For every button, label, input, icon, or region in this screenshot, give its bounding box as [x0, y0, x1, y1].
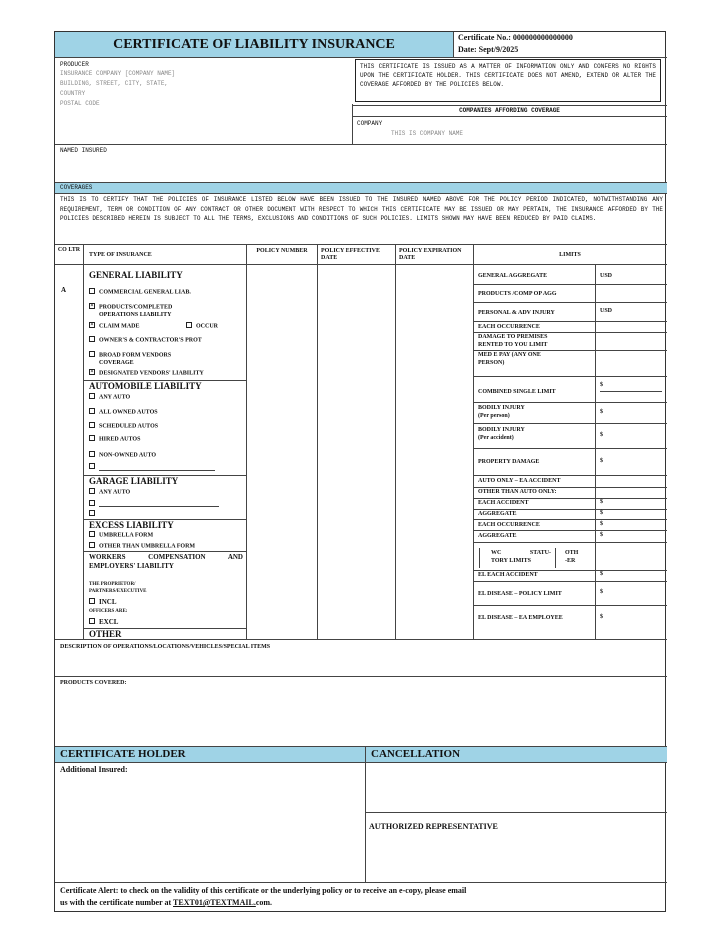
- other-umbrella-checkbox[interactable]: [89, 542, 95, 548]
- designated-checkbox[interactable]: ×: [90, 369, 94, 375]
- products-label-2: OPERATIONS LIABILITY: [99, 312, 172, 318]
- other-umbrella-label: OTHER THAN UMBRELLA FORM: [99, 543, 196, 550]
- general-liability-title: GENERAL LIABILITY: [89, 270, 183, 280]
- producer-line: INSURANCE COMPANY [COMPANY NAME]: [60, 70, 176, 77]
- any-auto-label: ANY AUTO: [99, 394, 131, 401]
- alert-line-2-post: com.: [255, 898, 273, 907]
- excess-liability-title: EXCESS LIABILITY: [89, 520, 174, 530]
- companies-header: COMPANIES AFFORDING COVERAGE: [459, 107, 560, 114]
- alert-line-2: [60, 898, 272, 907]
- auto-liability-title: AUTOMOBILE LIABILITY: [89, 381, 202, 391]
- col-type: TYPE OF INSURANCE: [89, 252, 152, 258]
- limit-gen-agg: GENERAL AGGREGATE: [478, 273, 548, 279]
- col-effective: POLICY EFFECTIVE DATE: [321, 248, 380, 261]
- certificate-number: Certificate No.: 000000000000000: [458, 33, 573, 42]
- cancellation-header: CANCELLATION: [371, 748, 461, 760]
- limit-dollar: $: [600, 521, 603, 527]
- limit-each-occ: EACH OCCURRENCE: [478, 324, 540, 330]
- umbrella-label: UMBRELLA FORM: [99, 532, 154, 539]
- auto-blank-checkbox[interactable]: [89, 463, 95, 469]
- col-expiration: POLICY EXPIRATION DATE: [399, 248, 462, 261]
- owners-label: OWNER'S & CONTRACTOR'S PROT: [99, 337, 202, 344]
- certificate-date: Date: Sept/9/2025: [458, 45, 519, 54]
- col-policy-number: POLICY NUMBER: [256, 248, 308, 254]
- alert-email-link[interactable]: TEXT01@TEXTMAIL.: [173, 898, 256, 907]
- coverages-header: COVERAGES: [60, 184, 93, 191]
- limit-bodily-person: BODILY INJURY: [478, 405, 525, 411]
- occur-checkbox[interactable]: [186, 322, 192, 328]
- limit-dollar: $: [600, 382, 603, 388]
- producer-label: PRODUCER: [60, 61, 89, 68]
- limit-each-accident: EACH ACCIDENT: [478, 500, 529, 506]
- limit-dollar: $: [600, 589, 603, 595]
- commercial-label: COMMERCIAL GENERAL LIAB.: [99, 289, 191, 296]
- claim-made-label: CLAIM MADE: [99, 323, 140, 330]
- producer-line: BUILDING, STREET, CITY, STATE,: [60, 80, 169, 87]
- garage-blank-checkbox[interactable]: [89, 510, 95, 516]
- limit-med: MED E PAY (ANY ONE: [478, 352, 541, 358]
- limit-aggregate: AGGREGATE: [478, 511, 517, 517]
- limit-bodily-person-2: (Per person): [478, 413, 510, 419]
- limit-el-each: EL EACH ACCIDENT: [478, 572, 538, 578]
- limit-bodily-accident: BODILY INJURY: [478, 427, 525, 433]
- limit-usd: USD: [600, 308, 613, 314]
- limit-dollar: $: [600, 510, 603, 516]
- limit-dollar: $: [600, 458, 603, 464]
- limit-ex-each-occ: EACH OCCURRENCE: [478, 522, 540, 528]
- limit-usd: USD: [600, 273, 613, 279]
- limit-prod-agg: PRODUCTS /COMP OP AGG: [478, 291, 557, 297]
- other-label: OTHER: [89, 629, 122, 639]
- limit-oth: OTH: [565, 550, 579, 556]
- coverages-bar: [55, 183, 667, 193]
- limit-el-policy: EL DISEASE – POLICY LIMIT: [478, 591, 562, 597]
- alert-line-1: Certificate Alert: to check on the validity of this certificate or the underlying policy or to receive an e-copy, please email: [60, 886, 467, 895]
- excl-label: EXCL: [99, 618, 119, 626]
- limit-auto-only: AUTO ONLY – EA ACCIDENT: [478, 478, 561, 484]
- limit-damage-2: RENTED TO YOU LIMIT: [478, 342, 548, 348]
- limit-combined: COMBINED SINGLE LIMIT: [478, 389, 556, 395]
- limit-other-than: OTHER THAN AUTO ONLY:: [478, 489, 557, 495]
- co-ltr-value: A: [61, 286, 67, 294]
- partners-label: PARTNERS/EXECUTIVE: [89, 589, 147, 594]
- limit-dollar: $: [600, 499, 603, 505]
- col-limits: LIMITS: [559, 252, 581, 258]
- products-checkbox[interactable]: ×: [90, 303, 94, 309]
- occur-label: OCCUR: [196, 323, 218, 330]
- owned-autos-label: ALL OWNED AUTOS: [99, 409, 158, 416]
- scheduled-autos-checkbox[interactable]: [89, 422, 95, 428]
- designated-label: DESIGNATED VENDORS' LIABILITY: [99, 370, 204, 377]
- owned-autos-checkbox[interactable]: [89, 408, 95, 414]
- limit-personal: PERSONAL & ADV INJURY: [478, 310, 555, 316]
- named-insured-label: NAMED INSURED: [60, 147, 107, 154]
- producer-line: POSTAL CODE: [60, 100, 100, 107]
- limit-bodily-accident-2: (Per accident): [478, 435, 514, 441]
- limit-property: PROPERTY DAMAGE: [478, 459, 540, 465]
- title-bar: [55, 32, 453, 58]
- broad-form-label: BROAD FORM VENDORS: [99, 352, 172, 359]
- limit-dollar: $: [600, 614, 603, 620]
- limit-dollar: $: [600, 409, 603, 415]
- products-covered-label: PRODUCTS COVERED:: [60, 680, 127, 686]
- hired-autos-checkbox[interactable]: [89, 435, 95, 441]
- any-auto-checkbox[interactable]: [89, 393, 95, 399]
- company-label: COMPANY: [357, 120, 383, 127]
- authorized-representative-label: AUTHORIZED REPRESENTATIVE: [369, 822, 498, 831]
- producer-line: COUNTRY: [60, 90, 86, 97]
- notice-box: THIS CERTIFICATE IS ISSUED AS A MATTER OF INFORMATION ONLY AND CONFERS NO RIGHTS UPON THE CERTIFICATE HOLDER. THIS CERTIFICATE DOES NOT AMEND, EXTEND OR ALTER THE COVERAGE AFFORDED BY THE POLICIES BELOW.: [355, 59, 661, 102]
- excl-checkbox[interactable]: [89, 618, 95, 624]
- additional-insured-label: Additional Insured:: [60, 765, 128, 774]
- limit-wc-2: TORY LIMITS: [491, 558, 531, 564]
- coverages-text: THIS IS TO CERTIFY THAT THE POLICIES OF INSURANCE LISTED BELOW HAVE BEEN ISSUED TO THE INSURED NAMED ABOVE FOR THE POLICY PERIOD INDICATED, NOTWITHSTANDING ANY REQUIREMENT, TERM OR CONDITION OF ANY CONTRACT OR OTHER DOCUMENT WITH RESPECT TO WHICH THIS CERTIFICATE MAY BE ISSUED OR MAY PERTAIN, THE INSURANCE AFFORDED BY THE POLICIES DESCRIBED HEREIN IS SUBJECT TO ALL THE TERMS, EXCLUSIONS AND CONDITIONS OF SUCH POLICIES. LIMITS SHOWN MAY HAVE BEEN REDUCED BY PAID CLAIMS.: [60, 196, 663, 222]
- incl-checkbox[interactable]: [89, 598, 95, 604]
- non-owned-label: NON-OWNED AUTO: [99, 452, 157, 459]
- incl-label: INCL: [99, 598, 117, 606]
- owners-checkbox[interactable]: [89, 336, 95, 342]
- garage-any-checkbox[interactable]: [89, 488, 95, 494]
- company-name: THIS IS COMPANY NAME: [391, 130, 464, 137]
- limit-med-2: PERSON): [478, 360, 505, 366]
- garage-any-label: ANY AUTO: [99, 489, 131, 496]
- certificate-page: [54, 31, 666, 912]
- proprietor-label: THE PROPRIETOR/: [89, 582, 136, 587]
- officers-label: OFFICERS ARE:: [89, 609, 128, 614]
- umbrella-checkbox[interactable]: [89, 531, 95, 537]
- col-co-ltr: CO LTR: [57, 247, 81, 253]
- garage-liability-title: GARAGE LIABILITY: [89, 476, 179, 486]
- commercial-checkbox[interactable]: [89, 288, 95, 294]
- workers-title: WORKERS COMPENSATION AND: [89, 553, 243, 561]
- hired-autos-label: HIRED AUTOS: [99, 436, 141, 443]
- workers-title-2: EMPLOYERS' LIABILITY: [89, 562, 174, 570]
- limit-oth-2: -ER: [565, 558, 576, 564]
- certificate-holder-header: CERTIFICATE HOLDER: [60, 748, 186, 760]
- certificate-title: CERTIFICATE OF LIABILITY INSURANCE: [113, 37, 395, 52]
- claim-made-checkbox[interactable]: ×: [90, 322, 94, 328]
- products-label: PRODUCTS/COMPLETED: [99, 304, 173, 311]
- broad-form-checkbox[interactable]: [89, 351, 95, 357]
- limit-dollar: $: [600, 532, 603, 538]
- limit-dollar: $: [600, 432, 603, 438]
- non-owned-checkbox[interactable]: [89, 451, 95, 457]
- limit-ex-aggregate: AGGREGATE: [478, 533, 517, 539]
- limit-damage: DAMAGE TO PREMISES: [478, 334, 548, 340]
- garage-blank-checkbox[interactable]: [89, 500, 95, 506]
- limit-dollar: $: [600, 571, 603, 577]
- broad-form-label-2: COVERAGE: [99, 360, 134, 366]
- description-label: DESCRIPTION OF OPERATIONS/LOCATIONS/VEHICLES/SPECIAL ITEMS: [60, 644, 271, 650]
- limit-el-employee: EL DISEASE – EA EMPLOYEE: [478, 615, 563, 621]
- alert-line-2-pre: us with the certificate number at: [60, 898, 174, 907]
- limit-wc: WC STATU-: [491, 550, 551, 556]
- scheduled-autos-label: SCHEDULED AUTOS: [99, 423, 159, 430]
